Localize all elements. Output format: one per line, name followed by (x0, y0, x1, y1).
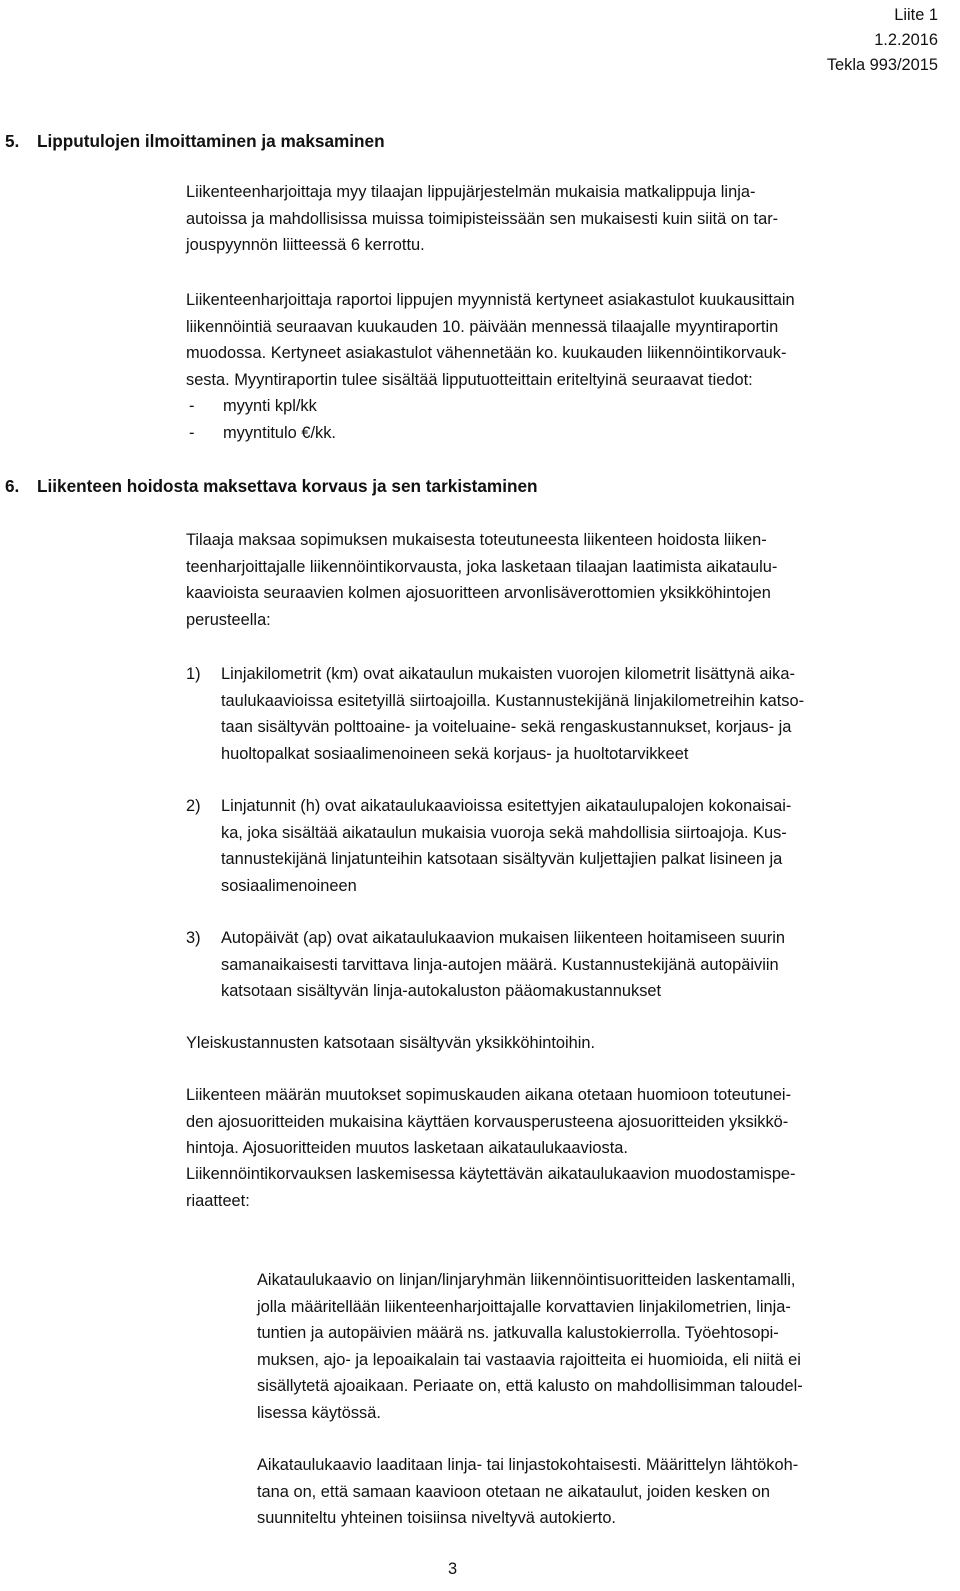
text-line: Aikataulukaavio laaditaan linja- tai linjastokohtaisesti. Määrittelyn lähtökoh- (257, 1456, 799, 1474)
text-line: kaavioista seuraavien kolmen ajosuoritteen arvonlisäverottomien yksikköhintojen (186, 584, 771, 602)
section-6-number: 6. (5, 476, 20, 496)
text-line: huoltopalkat sosiaalimenoineen sekä korjaus- ja huoltotarvikkeet (221, 744, 689, 763)
text-line: Liikennöintikorvauksen laskemisessa käytettävän aikataulukaavion muodostamispe- (186, 1165, 796, 1183)
item-body (221, 925, 785, 1005)
text-line: Liikenteenharjoittaja myy tilaajan lippujärjestelmän mukaisia matkalippuja linja- (186, 183, 756, 201)
list-bullet: - (189, 423, 195, 442)
text-line: sesta. Myyntiraportin tulee sisältää lipputuotteittain eriteltyinä seuraavat tiedot: (186, 370, 753, 389)
text-line: den ajosuoritteiden mukaisina käyttäen korvausperusteena ajosuoritteiden yksikkö- (186, 1112, 789, 1131)
text-line: hintoja. Ajosuoritteiden muutos lasketaan aikataulukaaviosta. (186, 1139, 628, 1157)
text-line: Tilaaja maksaa sopimuksen mukaisesta toteutuneesta liikenteen hoidosta liiken- (186, 531, 767, 549)
text-line: tuntien ja autopäivien määrä ns. jatkuvalla kalustokierrolla. Työehtosopi- (257, 1324, 779, 1342)
text-line: taan sisältyvän polttoaine- ja voiteluaine- sekä rengaskustannukset, korjaus- ja (221, 718, 792, 736)
section-5-paragraph-1 (186, 179, 778, 259)
text-line: teenharjoittajalle liikennöintikorvausta, joka lasketaan tilaajan laatimista aikataulu- (186, 557, 778, 576)
page-number: 3 (448, 1560, 458, 1578)
reference-number: Tekla 993/2015 (826, 56, 938, 74)
text-line: Autopäivät (ap) ovat aikataulukaavion mukaisen liikenteen hoitamiseen suurin (221, 929, 785, 947)
text-line: Liikenteen määrän muutokset sopimuskauden aikana otetaan huomioon toteutunei- (186, 1086, 792, 1104)
principles-intro (186, 1161, 796, 1214)
list-bullet: - (189, 397, 195, 415)
text-line: katsotaan sisältyvän linja-autokaluston pääomakustannukset (221, 982, 662, 1000)
text-line: samanaikaisesti tarvittava linja-autojen määrä. Kustannustekijänä autopäiviin (221, 955, 779, 974)
text-line: muodossa. Kertyneet asiakastulot vähennetään ko. kuukauden liikennöintikorvauk- (186, 344, 787, 362)
text-line: liikennöintiä seuraavan kuukauden 10. päivään mennessä tilaajalle myyntiraportin (186, 317, 779, 336)
text-line: muksen, ajo- ja lepoaikalain tai vastaavia rajoitteita ei huomioida, eli niitä ei (257, 1350, 801, 1369)
section-5-number: 5. (5, 131, 20, 151)
text-line: riaatteet: (186, 1191, 250, 1210)
list-item (186, 393, 795, 420)
text-line: jouspyynnön liitteessä 6 kerrottu. (186, 236, 425, 254)
text-line: sosiaalimenoineen (221, 876, 357, 895)
text-line: jolla määritellään liikenteenharjoittajalle korvattavien linjakilometrien, linja- (257, 1297, 791, 1316)
changes-paragraph (186, 1082, 791, 1162)
text-line: Linjakilometrit (km) ovat aikataulun mukaisten vuorojen kilometrit lisättynä aika- (221, 665, 795, 683)
text-line: suunniteltu yhteinen toisiinsa niveltyvä autokierto. (257, 1509, 616, 1527)
overhead-paragraph (186, 1030, 595, 1057)
text-line: Liikenteenharjoittaja raportoi lippujen myynnistä kertyneet asiakastulot kuukausittain (186, 291, 795, 309)
text-line: Yleiskustannusten katsotaan sisältyvän yksikköhintoihin. (186, 1034, 596, 1052)
item-number: 2) (186, 797, 201, 815)
text-line: lisessa käytössä. (257, 1403, 381, 1422)
item-number: 3) (186, 929, 201, 947)
document-date: 1.2.2016 (874, 31, 938, 49)
section-5-title: Lipputulojen ilmoittaminen ja maksaminen (37, 131, 385, 151)
attachment-label: Liite 1 (894, 6, 938, 24)
section-6-intro (186, 527, 777, 633)
text-line: perusteella: (186, 610, 271, 629)
section-6-heading (5, 473, 538, 499)
list-item (186, 420, 795, 447)
text-line: Aikataulukaavio on linjan/linjaryhmän liikennöintisuoritteiden laskentamalli, (257, 1271, 796, 1289)
item-body (221, 793, 791, 899)
principles-paragraph-2 (257, 1452, 798, 1532)
list-item-text: myyntitulo €/kk. (223, 423, 336, 442)
section-6-title: Liikenteen hoidosta maksettava korvaus ja sen tarkistaminen (37, 476, 538, 496)
list-item-text: myynti kpl/kk (223, 397, 317, 415)
text-line: tana on, että samaan kaavioon otetaan ne aikataulut, joiden kesken on (257, 1482, 771, 1501)
section-5-paragraph-2 (186, 287, 795, 446)
section-5-heading (5, 128, 385, 154)
text-line: Linjatunnit (h) ovat aikataulukaavioissa esitettyjen aikataulupalojen kokonaisai- (221, 797, 792, 815)
text-line: tannustekijänä linjatunteihin katsotaan sisältyvän kuljettajien palkat lisineen ja (221, 850, 783, 868)
text-line: ka, joka sisältää aikataulun mukaisia vuoroja sekä mahdollisia siirtoajoja. Kus- (221, 823, 787, 842)
text-line: autoissa ja mahdollisissa muissa toimipisteissään sen mukaisesti kuin siitä on tar- (186, 209, 779, 228)
text-line: sisällytetä ajoaikaan. Periaate on, että kalusto on mahdollisimman taloudel- (257, 1377, 803, 1395)
item-number: 1) (186, 665, 201, 683)
item-body (221, 661, 804, 767)
text-line: taulukaavioissa esitetyillä siirtoajoilla. Kustannustekijänä linjakilometreihin katso- (221, 691, 805, 710)
document-header (827, 3, 938, 78)
principles-paragraph-1 (257, 1267, 803, 1426)
